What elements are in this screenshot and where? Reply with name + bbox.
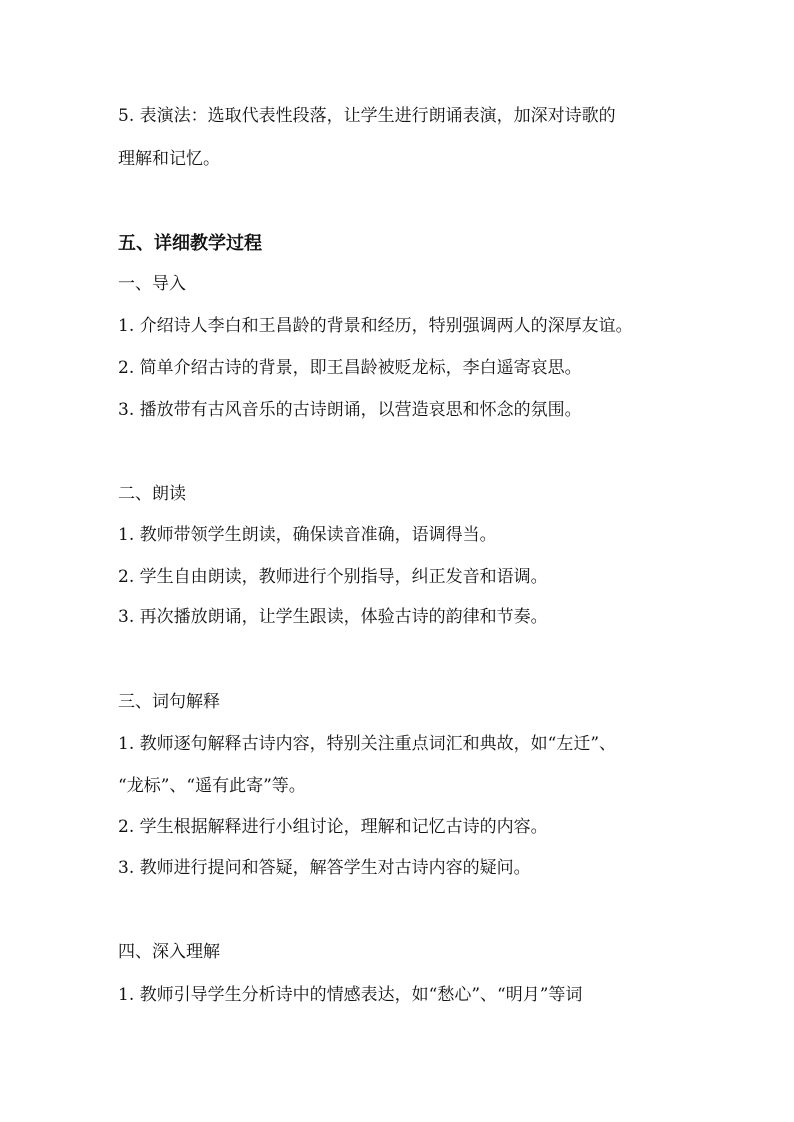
part2-title: 二、朗读 bbox=[118, 484, 186, 504]
part1-item-3: 3. 播放带有古风音乐的古诗朗诵，以营造哀思和怀念的氛围。 bbox=[118, 400, 582, 420]
part3-item-3: 3. 教师进行提问和答疑，解答学生对古诗内容的疑问。 bbox=[118, 858, 531, 878]
part3-item-1-line-1: 1. 教师逐句解释古诗内容，特别关注重点词汇和典故，如“左迁”、 bbox=[118, 734, 617, 754]
part1-item-2: 2. 简单介绍古诗的背景，即王昌龄被贬龙标，李白遥寄哀思。 bbox=[118, 358, 582, 378]
part1-item-1: 1. 介绍诗人李白和王昌龄的背景和经历，特别强调两人的深厚友谊。 bbox=[118, 316, 633, 336]
method-5-line-2: 理解和记忆。 bbox=[118, 149, 220, 169]
part4-item-1-line-1: 1. 教师引导学生分析诗中的情感表达，如“愁心”、“明月”等词 bbox=[118, 985, 583, 1005]
section-heading: 五、详细教学过程 bbox=[118, 233, 262, 254]
part3-item-2: 2. 学生根据解释进行小组讨论，理解和记忆古诗的内容。 bbox=[118, 817, 548, 837]
method-5-line-1: 5. 表演法：选取代表性段落，让学生进行朗诵表演，加深对诗歌的 bbox=[118, 106, 616, 126]
part4-title: 四、深入理解 bbox=[118, 942, 220, 962]
part3-title: 三、词句解释 bbox=[118, 692, 220, 712]
part2-item-1: 1. 教师带领学生朗读，确保读音准确，语调得当。 bbox=[118, 525, 497, 545]
part1-title: 一、导入 bbox=[118, 274, 186, 294]
part2-item-3: 3. 再次播放朗诵，让学生跟读，体验古诗的韵律和节奏。 bbox=[118, 607, 548, 627]
part2-item-2: 2. 学生自由朗读，教师进行个别指导，纠正发音和语调。 bbox=[118, 567, 548, 587]
part3-item-1-line-2: “龙标”、“遥有此寄”等。 bbox=[118, 776, 306, 796]
